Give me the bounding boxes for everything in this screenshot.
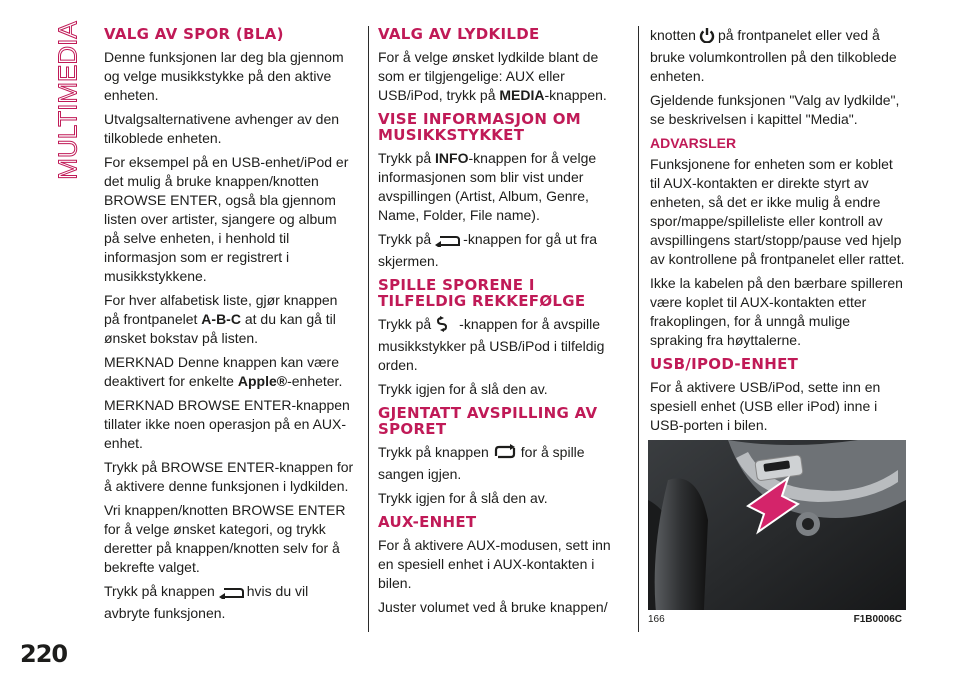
paragraph: Gjeldende funksjonen "Valg av lydkilde", se beskrivelsen i kapittel "Media". [650, 92, 900, 127]
usb-port-photo [648, 440, 906, 630]
column-divider [638, 26, 639, 632]
paragraph: Trykk på -knappen for gå ut fra skjermen. [378, 231, 598, 269]
paragraph: Trykk på -knappen for å avspille musikkstykker på USB/iPod i tilfeldig orden. [378, 316, 605, 373]
section-heading-shuffle: SPILLE SPORENE I TILFELDIG REKKEFØLGE [378, 276, 586, 310]
back-arrow-icon [434, 233, 460, 252]
paragraph: Trykk på knappen hvis du vil avbryte funksjonen. [104, 583, 309, 621]
section-heading-repeat: GJENTATT AVSPILLING AV SPORET [378, 404, 598, 438]
shuffle-icon [434, 316, 456, 337]
paragraph: For å aktivere USB/iPod, sette inn en spesiell enhet (USB eller iPod) inne i USB-porten i bilen. [650, 379, 881, 433]
paragraph: Trykk igjen for å slå den av. [378, 490, 548, 506]
power-knob-icon [699, 27, 715, 48]
chapter-side-label: MULTIMEDIA [52, 20, 83, 180]
paragraph: Vri knappen/knotten BROWSE ENTER for å velge ønsket kategori, og trykk deretter på knappen/knotten selv for å bekrefte valget. [104, 502, 346, 575]
figure-number: 166 [648, 614, 665, 625]
paragraph: Trykk på INFO-knappen for å velge informasjonen som blir vist under avspillingen (Artist, Album, Genre, Name, Folder, File name). [378, 150, 597, 223]
paragraph: Funksjonene for enheten som er koblet til AUX-kontakten er direkte styrt av enheten, så det er ikke mulig å endre spor/mappe/spilleliste eller kontroll av avspillingens start/stopp/pause ved hjelp av kontrollene på frontpanelet eller rattet. [650, 156, 905, 267]
paragraph: Denne funksjonen lar deg bla gjennom og velge musikkstykke på den aktive enheten. [104, 49, 344, 103]
paragraph: For eksempel på en USB-enhet/iPod er det mulig å bruke knappen/knotten BROWSE ENTER, også bla gjennom listen over artister, sjangere og album på selve enheten, i henhold til informasjon som er registrert i musikkstykkene. [104, 154, 349, 284]
section-heading-track-select: VALG AV SPOR (BLA) [104, 25, 284, 43]
figure-code: F1B0006C [853, 614, 902, 625]
column-divider [368, 26, 369, 632]
section-heading-aux: AUX-ENHET [378, 513, 477, 531]
paragraph: Trykk på BROWSE ENTER-knappen for å aktivere denne funksjonen i lydkilden. [104, 459, 354, 494]
note-paragraph: MERKNAD Denne knappen kan være deaktivert for enkelte Apple®-enheter. [104, 354, 343, 389]
paragraph: Trykk på knappen for å spille sangen igjen. [378, 444, 585, 482]
paragraph: knotten på frontpanelet eller ved å bruke volumkontrollen på den tilkoblede enheten. [650, 27, 897, 84]
column-1 [104, 26, 356, 628]
paragraph: Ikke la kabelen på den bærbare spilleren være koplet til AUX-kontakten etter frakoplingen, for å unngå mulige spraking fra høyttalerne. [650, 275, 903, 348]
section-heading-info: VISE INFORMASJON OM MUSIKKSTYKKET [378, 110, 581, 144]
paragraph: For å aktivere AUX-modusen, sett inn en spesiell enhet i AUX-kontakten i bilen. [378, 537, 611, 591]
section-heading-source: VALG AV LYDKILDE [378, 25, 540, 43]
figure-caption [648, 610, 906, 630]
paragraph: Trykk igjen for å slå den av. [378, 381, 548, 397]
column-2 [378, 26, 616, 622]
paragraph: Juster volumet ved å bruke knappen/ [378, 599, 608, 615]
warnings-heading: ADVARSLER [650, 135, 737, 151]
section-heading-usb: USB/IPOD-ENHET [650, 355, 799, 373]
paragraph: For å velge ønsket lydkilde blant de som er tilgjengelige: AUX eller USB/iPod, trykk på MEDIA-knappen. [378, 49, 607, 103]
paragraph: For hver alfabetisk liste, gjør knappen på frontpanelet A-B-C at du kan gå til ønsket bokstav på listen. [104, 292, 338, 346]
back-arrow-icon [218, 585, 244, 604]
repeat-icon [492, 444, 518, 465]
note-paragraph: MERKNAD BROWSE ENTER-knappen tillater ikke noen operasjon på en AUX-enhet. [104, 397, 350, 451]
paragraph: Utvalgsalternativene avhenger av den tilkoblede enheten. [104, 111, 340, 146]
page-number: 220 [20, 640, 68, 668]
column-3 [650, 26, 906, 440]
